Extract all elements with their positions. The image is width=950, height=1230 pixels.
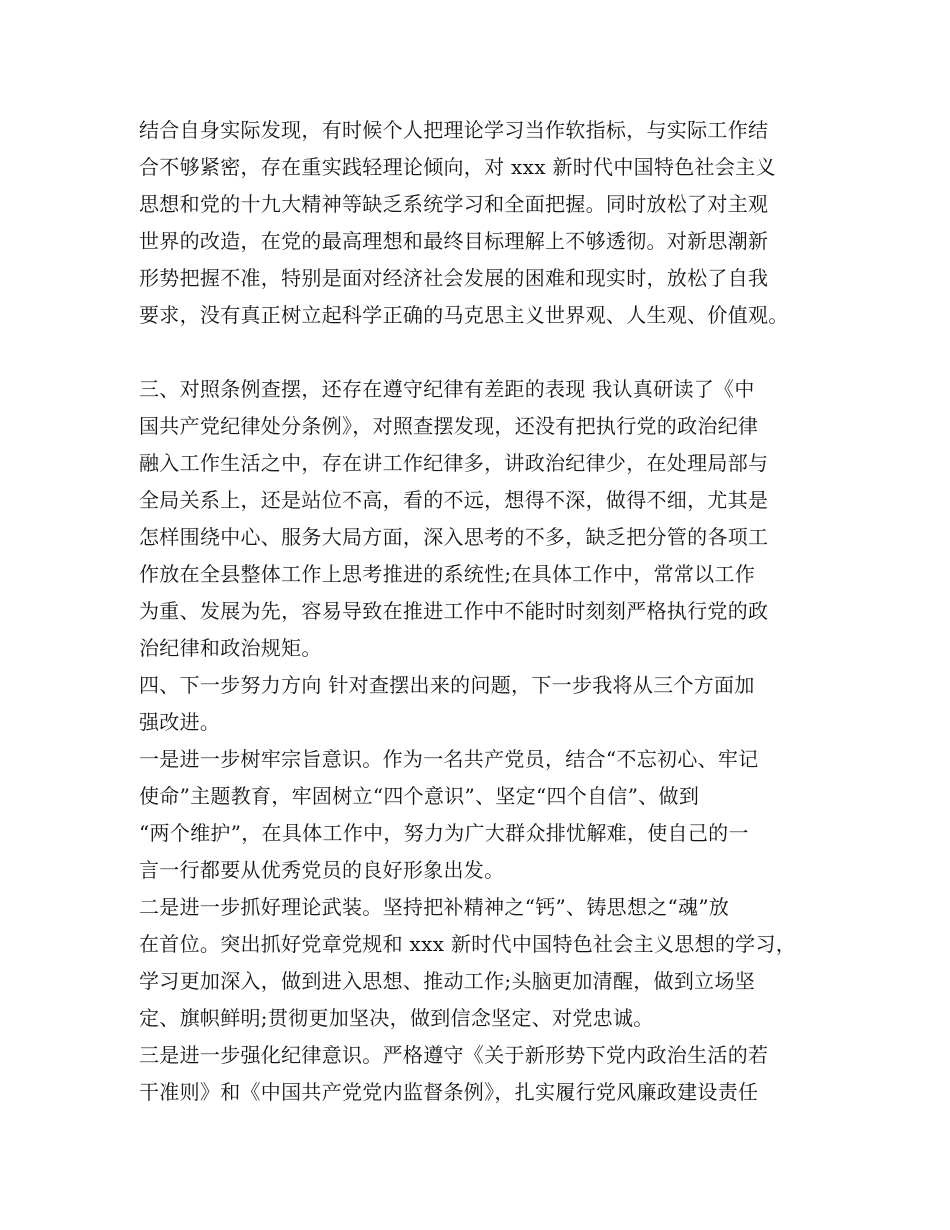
text-line: 怎样围绕中心、服务大局方面，深入思考的不多，缺乏把分管的各项工 <box>139 525 769 549</box>
text-line: 治纪律和政治规矩。 <box>139 636 322 660</box>
section-heading-line: 四、下一步努力方向 针对查摆出来的问题，下一步我将从三个方面加 <box>139 673 755 697</box>
text-line: 强改进。 <box>139 710 221 734</box>
text-line: 定、旗帜鲜明;贯彻更加坚决，做到信念坚定、对党忠诚。 <box>139 1006 654 1030</box>
text-line: 全局关系上，还是站位不高，看的不远，想得不深，做得不细，尤其是 <box>139 488 769 512</box>
text-line: 学习更加深入，做到进入思想、推动工作;头脑更加清醒，做到立场坚 <box>139 969 756 993</box>
text-line: 三是进一步强化纪律意识。严格遵守《关于新形势下党内政治生活的若 <box>139 1043 769 1067</box>
text-line: 世界的改造，在党的最高理想和最终目标理解上不够透彻。对新思潮新 <box>139 229 769 253</box>
text-line: 一是进一步树牢宗旨意识。作为一名共产党员，结合“不忘初心、牢记 <box>139 747 759 771</box>
text-line: 思想和党的十九大精神等缺乏系统学习和全面把握。同时放松了对主观 <box>139 192 769 216</box>
text-line: 在首位。突出抓好党章党规和 xxx 新时代中国特色社会主义思想的学习， <box>139 932 797 956</box>
text-line: 干准则》和《中国共产党党内监督条例》，扎实履行党风廉政建设责任 <box>139 1080 759 1104</box>
text-line: 作放在全县整体工作上思考推进的系统性;在具体工作中，常常以工作 <box>139 562 756 586</box>
text-line: “两个维护”，在具体工作中，努力为广大群众排忧解难，使自己的一 <box>139 821 749 845</box>
paragraph-2 <box>139 371 829 1111</box>
text-line: 形势把握不准，特别是面对经济社会发展的困难和现实时，放松了自我 <box>139 266 769 290</box>
paragraph-1 <box>139 112 829 334</box>
text-line: 二是进一步抓好理论武装。坚持把补精神之“钙”、铸思想之“魂”放 <box>139 895 730 919</box>
text-line: 使命”主题教育，牢固树立“四个意识”、坚定“四个自信”、做到 <box>139 784 700 808</box>
text-line: 要求，没有真正树立起科学正确的马克思主义世界观、人生观、价值观。 <box>139 303 789 327</box>
text-line: 合不够紧密，存在重实践轻理论倾向，对 xxx 新时代中国特色社会主义 <box>139 155 776 179</box>
text-line: 言一行都要从优秀党员的良好形象出发。 <box>139 858 505 882</box>
text-line: 为重、发展为先，容易导致在推进工作中不能时时刻刻严格执行党的政 <box>139 599 769 623</box>
text-line: 融入工作生活之中，存在讲工作纪律多，讲政治纪律少，在处理局部与 <box>139 451 769 475</box>
text-line: 国共产党纪律处分条例》，对照查摆发现，还没有把执行党的政治纪律 <box>139 414 759 438</box>
text-line: 结合自身实际发现，有时候个人把理论学习当作软指标，与实际工作结 <box>139 118 769 142</box>
section-heading-line: 三、对照条例查摆，还存在遵守纪律有差距的表现 我认真研读了《中 <box>139 377 755 401</box>
